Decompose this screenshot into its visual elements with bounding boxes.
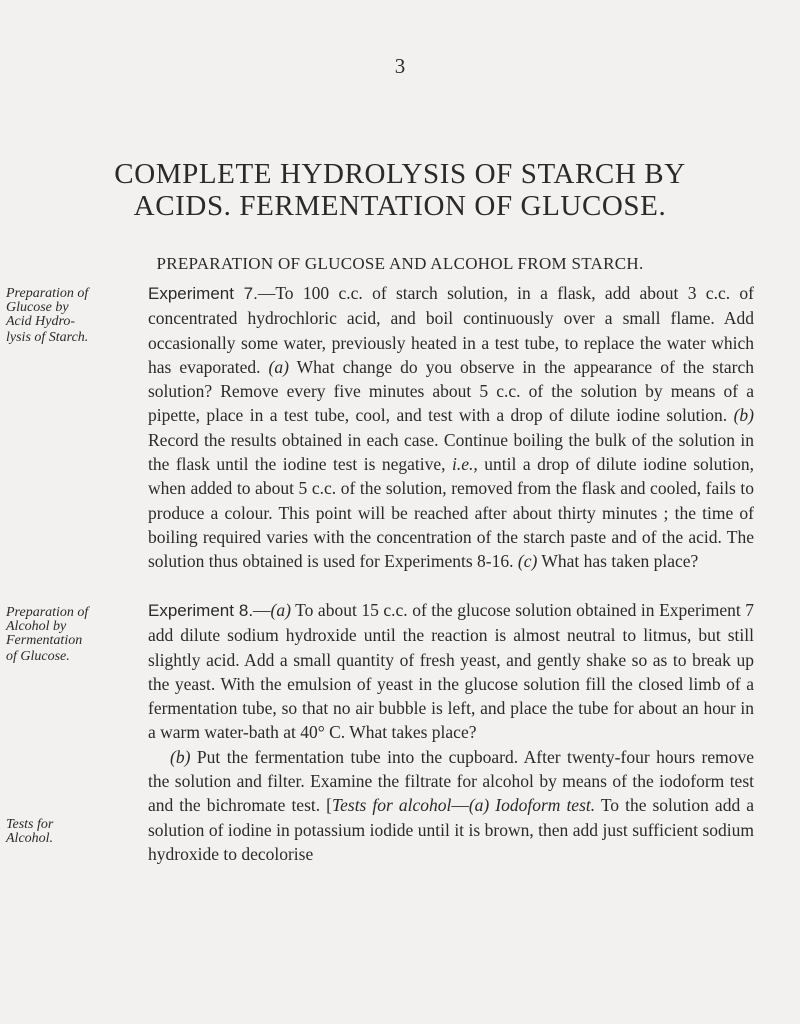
sidenote-line: Alcohol by	[6, 619, 67, 634]
exp8-text: Put the fermentation tube into the cupboard. After twenty-four hours remove the solution and filter. Examine the filtrate for alcohol by means of the iodoform test and the bichromate test. [	[148, 746, 754, 816]
sidenote-prep-glucose	[6, 287, 146, 345]
sidenote-prep-alcohol	[6, 606, 146, 664]
exp7-text: What change do you observe in the appearance of the starch solution? Remove every five minutes about 5 c.c. of the solution by means of a pipette, place in a test tube, cool, and test with a drop of dilute iodine solution.	[148, 356, 754, 426]
sidenote-line: Alcohol.	[6, 831, 54, 846]
exp8-mark-b: (b)	[170, 746, 191, 767]
exp7-text: Record the results obtained in each case. Continue boiling the bulk of the solution in the flask until the iodine test is negative,	[148, 429, 754, 475]
experiment-7-paragraph	[148, 281, 754, 574]
iodoform-test-heading: Iodoform test.	[495, 795, 596, 816]
exp8-text: —	[451, 795, 469, 816]
sidenote-line: Glucose by	[6, 300, 69, 315]
page-number: 3	[394, 54, 406, 78]
exp7-text: until a drop of dilute iodine solution, when added to about 5 c.c. of the solution, removed from the flask and cooled, fails to produce a colour. This point will be reached after about thirty minutes ; the time of boiling required varies with the concentration of the starch paste and of the acid. The solution thus obtained is used for Experiments 8-16.	[148, 454, 755, 572]
sidenote-line: lysis of Starch.	[6, 330, 89, 345]
sidenote-line: of Glucose.	[6, 649, 70, 664]
exp8-text: —	[253, 600, 271, 620]
experiment-8-heading: Experiment 8.	[148, 601, 254, 620]
title-line-1: COMPLETE HYDROLYSIS OF STARCH BY	[114, 158, 686, 190]
sidenote-line: Tests for	[6, 817, 54, 832]
title-line-2: ACIDS. FERMENTATION OF GLUCOSE.	[133, 190, 667, 222]
chapter-title	[0, 158, 800, 222]
sidenote-line: Fermentation	[6, 633, 83, 648]
exp8-text: To the solution add a solution of iodine in potassium iodide until it is brown, then add just sufficient sodium hydroxide to decolorise	[148, 795, 754, 864]
exp7-text: What has taken place?	[541, 551, 699, 572]
exp8-text: To about 15 c.c. of the glucose solution obtained in Experiment 7 add dilute sodium hydroxide until the reaction is almost neutral to litmus, but still slightly acid. Add a small quantity of fresh yeast, and gently shake so as to break up the yeast. With the emulsion of yeast in the glucose solution fill the closed limb of a fermentation tube, so that no air bubble is left, and place the tube for about an hour in a warm water-bath at 40° C. What takes place?	[148, 600, 754, 743]
experiment-7-heading: Experiment 7.	[148, 284, 258, 303]
sidenote-tests-alcohol	[6, 818, 146, 846]
sidenote-line: Preparation of	[6, 605, 89, 620]
tests-for-alcohol-heading: Tests for alcohol	[331, 795, 452, 816]
exp7-text: —To 100 c.c. of starch solution, in a flask, add about 3 c.c. of concentrated hydrochloric acid, and boil continuously over a small flame. Add occasionally some water, previously heated in a test tube, to replace the water which has evaporated.	[148, 283, 754, 377]
exp7-mark-b: (b)	[733, 405, 755, 426]
section-subtitle: PREPARATION OF GLUCOSE AND ALCOHOL FROM STARCH.	[156, 254, 644, 273]
experiment-8-paragraph	[148, 598, 754, 866]
exp7-mark-c: (c)	[517, 551, 538, 572]
exp8-mark-a2: (a)	[468, 795, 490, 816]
exp7-ie: i.e.,	[452, 454, 478, 475]
exp8-mark-a: (a)	[270, 600, 291, 620]
sidenote-line: Acid Hydro-	[6, 314, 76, 329]
exp7-mark-a: (a)	[268, 356, 289, 377]
sidenote-line: Preparation of	[6, 286, 89, 301]
